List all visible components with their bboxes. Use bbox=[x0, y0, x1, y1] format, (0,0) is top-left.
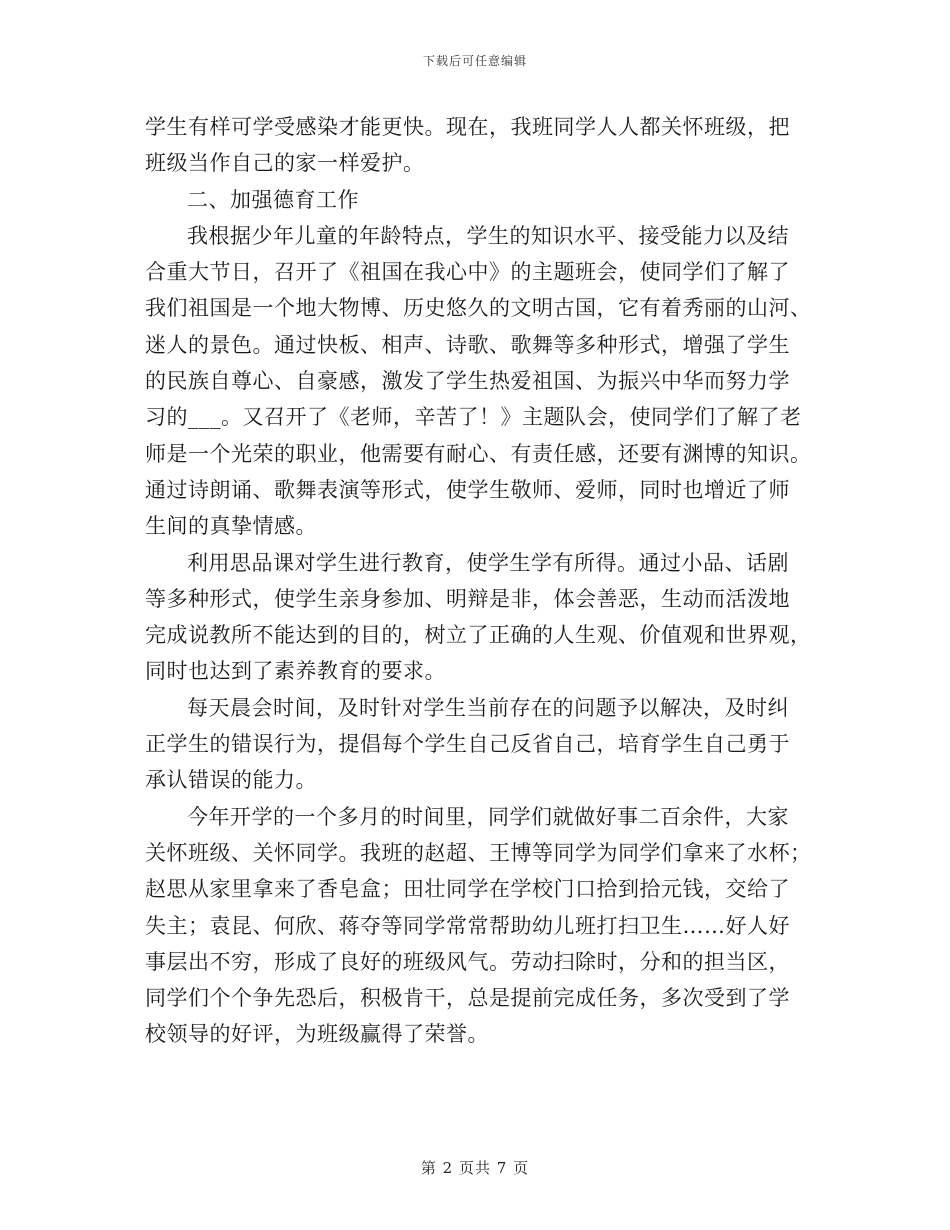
body-line: 同时也达到了素养教育的要求。 bbox=[145, 659, 446, 684]
body-line: 迷人的景色。通过快板、相声、诗歌、歌舞等多种形式，增强了学生 bbox=[145, 332, 790, 357]
body-line: 通过诗朗诵、歌舞表演等形式，使学生敬师、爱师，同时也增近了师 bbox=[145, 477, 790, 502]
body-line: 失主；袁昆、何欣、蒋夺等同学常常帮助幼儿班打扫卫生……好人好 bbox=[145, 913, 790, 938]
body-line: 承认错误的能力。 bbox=[145, 768, 317, 793]
body-line: 班级当作自己的家一样爱护。 bbox=[145, 151, 425, 176]
body-line: 赵思从家里拿来了香皂盒；田壮同学在学校门口拾到拾元钱，交给了 bbox=[145, 877, 790, 902]
body-line: 师是一个光荣的职业，他需要有耐心、有责任感，还要有渊博的知识。 bbox=[145, 441, 812, 466]
body-line: 我根据少年儿童的年龄特点，学生的知识水平、接受能力以及结 bbox=[187, 223, 789, 248]
body-line: 我们祖国是一个地大物博、历史悠久的文明古国，它有着秀丽的山河、 bbox=[145, 296, 812, 321]
body-line: 今年开学的一个多月的时间里，同学们就做好事二百余件，大家 bbox=[187, 804, 789, 829]
body-line: 等多种形式，使学生亲身参加、明辩是非，体会善恶，生动而活泼地 bbox=[145, 586, 790, 611]
body-line: 的民族自尊心、自豪感，激发了学生热爱祖国、为振兴中华而努力学 bbox=[145, 369, 790, 394]
body-line: 利用思品课对学生进行教育，使学生学有所得。通过小品、话剧 bbox=[187, 550, 789, 575]
body-line: 关怀班级、关怀同学。我班的赵超、王博等同学为同学们拿来了水杯； bbox=[145, 840, 812, 865]
body-line: 校领导的好评，为班级赢得了荣誉。 bbox=[145, 1022, 489, 1047]
body-line: 每天晨会时间，及时针对学生当前存在的问题予以解决，及时纠 bbox=[187, 695, 789, 720]
document-body bbox=[145, 109, 812, 1053]
page-number: 第 2 页共 7 页 bbox=[420, 1159, 530, 1177]
page-header: 下载后可任意编辑 bbox=[422, 54, 527, 68]
body-line: 学生有样可学受感染才能更快。现在，我班同学人人都关怀班级，把 bbox=[145, 115, 790, 139]
body-line: 习的___。又召开了《老师，辛苦了！》主题队会，使同学们了解了老 bbox=[145, 405, 802, 430]
body-line: 事层出不穷，形成了良好的班级风气。劳动扫除时，分和的担当区， bbox=[145, 949, 790, 974]
body-line: 完成说教所不能达到的目的，树立了正确的人生观、价值观和世界观， bbox=[145, 623, 812, 648]
body-line: 生间的真挚情感。 bbox=[145, 514, 317, 539]
body-line: 同学们个个争先恐后，积极肯干，总是提前完成任务，多次受到了学 bbox=[145, 986, 790, 1011]
body-line: 合重大节日，召开了《祖国在我心中》的主题班会，使同学们了解了 bbox=[145, 260, 790, 285]
body-line: 正学生的错误行为，提倡每个学生自己反省自己，培育学生自己勇于 bbox=[145, 732, 790, 757]
section-heading: 二、加强德育工作 bbox=[187, 187, 359, 212]
